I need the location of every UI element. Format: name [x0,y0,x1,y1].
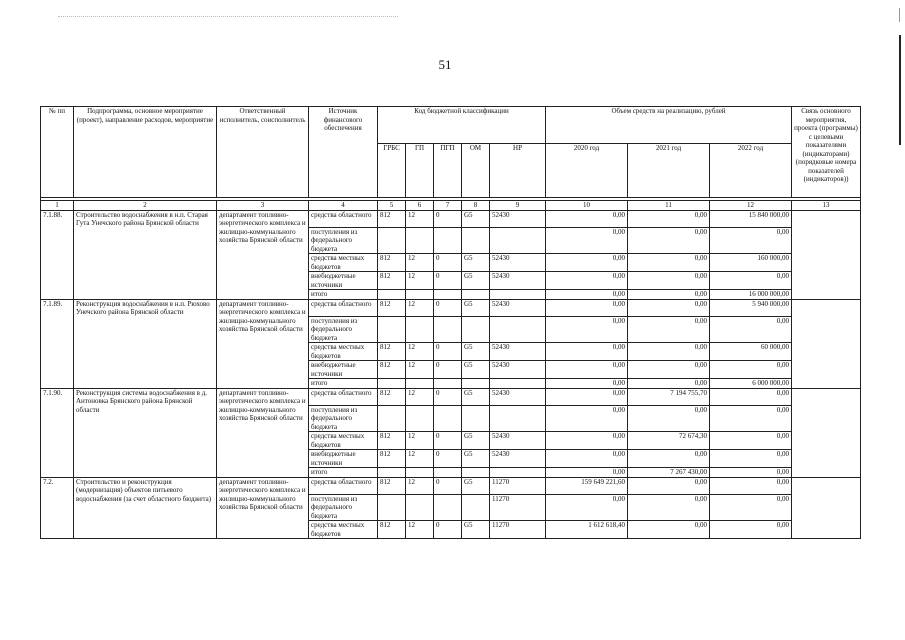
gp-cell: 12 [406,210,434,227]
source-cell: поступления из федерального бюджета [309,405,378,432]
amount-2020-cell: 0,00 [546,299,628,316]
source-cell: внебюджетные источники [309,272,378,290]
nr-cell: 11270 [490,494,546,521]
amount-2022-cell: 5 940 000,00 [710,299,792,316]
om-cell: G5 [462,477,490,494]
source-cell: средства областного [309,210,378,227]
header-om: ОМ [462,144,490,198]
amount-2020-cell: 159 649 221,60 [546,477,628,494]
table-row [41,210,861,227]
amount-2020-cell: 0,00 [546,210,628,227]
source-cell: поступления из федерального бюджета [309,316,378,343]
source-cell: средства местных бюджетов [309,254,378,272]
nr-cell: 52430 [490,272,546,290]
om-cell [462,405,490,432]
amount-2022-cell: 15 840 000,00 [710,210,792,227]
header-volume: Объем средств на реализацию, рублей [546,107,792,144]
amount-2022-cell: 0,00 [710,494,792,521]
table-row [41,388,861,405]
column-number: 5 [378,201,406,211]
column-number: 13 [792,201,861,211]
om-cell [462,316,490,343]
source-cell: поступления из федерального бюджета [309,494,378,521]
header-budget-code: Код бюджетной классификации [378,107,546,144]
gp-cell [406,468,434,478]
om-cell [462,379,490,389]
amount-2020-cell: 0,00 [546,343,628,361]
amount-2021-cell: 0,00 [628,379,710,389]
source-cell: итого [309,379,378,389]
gp-cell: 12 [406,272,434,290]
nr-cell: 52430 [490,343,546,361]
amount-2021-cell: 0,00 [628,299,710,316]
grbs-cell: 812 [378,210,406,227]
item-responsible: департамент топливно-энергетического комплекса и жилищно-коммунального хозяйства Брянской области [217,388,309,477]
om-cell [462,290,490,300]
page-number: 51 [438,57,452,72]
amount-2021-cell: 0,00 [628,272,710,290]
amount-2021-cell: 7 267 430,00 [628,468,710,478]
pgp-cell [434,290,462,300]
om-cell: G5 [462,299,490,316]
amount-2020-cell: 0,00 [546,450,628,468]
om-cell: G5 [462,210,490,227]
gp-cell [406,379,434,389]
amount-2022-cell: 0,00 [710,272,792,290]
nr-cell: 52430 [490,450,546,468]
source-cell: внебюджетные источники [309,450,378,468]
source-cell: внебюджетные источники [309,361,378,379]
header-responsible: Ответственный исполнитель, соисполнитель [217,107,309,198]
table-row [41,477,861,494]
gp-cell: 12 [406,432,434,450]
grbs-cell: 812 [378,477,406,494]
amount-2021-cell: 0,00 [628,316,710,343]
gp-cell [406,405,434,432]
column-number-row [41,201,861,211]
gp-cell: 12 [406,343,434,361]
source-cell: средства областного [309,477,378,494]
nr-cell [490,316,546,343]
table-header [41,107,861,211]
header-source: Источник финансового обеспечения [309,107,378,198]
nr-cell [490,379,546,389]
scan-artifact-top [58,16,398,17]
amount-2022-cell: 0,00 [710,468,792,478]
source-cell: средства областного [309,299,378,316]
pgp-cell: 0 [434,299,462,316]
source-cell: итого [309,290,378,300]
gp-cell: 12 [406,361,434,379]
header-gp: ГП [406,144,434,198]
item-name: Строительство и реконструкция (модернизация) объектов питьевого водоснабжения (за счет областного бюджета) [74,477,217,539]
amount-2020-cell: 0,00 [546,227,628,254]
pgp-cell [434,405,462,432]
amount-2020-cell: 0,00 [546,272,628,290]
pgp-cell [434,379,462,389]
column-number: 1 [41,201,74,211]
grbs-cell [378,468,406,478]
nr-cell [490,405,546,432]
grbs-cell [378,379,406,389]
pgp-cell [434,227,462,254]
grbs-cell [378,405,406,432]
amount-2020-cell: 0,00 [546,432,628,450]
amount-2020-cell: 0,00 [546,388,628,405]
om-cell: G5 [462,450,490,468]
amount-2020-cell: 0,00 [546,254,628,272]
amount-2020-cell: 1 612 618,40 [546,521,628,539]
column-number: 4 [309,201,378,211]
header-no: № пп [41,107,74,198]
grbs-cell [378,290,406,300]
om-cell [462,227,490,254]
item-name: Строительство водоснабжения в н.п. Старая Гута Унечского района Брянской области [74,210,217,299]
om-cell: G5 [462,272,490,290]
grbs-cell [378,316,406,343]
item-number: 7.1.90. [41,388,74,477]
om-cell [462,494,490,521]
amount-2021-cell: 0,00 [628,450,710,468]
item-number: 7.1.89. [41,299,74,388]
om-cell: G5 [462,343,490,361]
link-cell [792,477,861,539]
om-cell: G5 [462,388,490,405]
pgp-cell: 0 [434,361,462,379]
amount-2022-cell: 0,00 [710,227,792,254]
gp-cell [406,316,434,343]
amount-2021-cell: 0,00 [628,254,710,272]
table-row [41,299,861,316]
nr-cell: 52430 [490,299,546,316]
amount-2022-cell: 0,00 [710,388,792,405]
nr-cell: 11270 [490,521,546,539]
pgp-cell: 0 [434,272,462,290]
amount-2021-cell: 0,00 [628,290,710,300]
amount-2020-cell: 0,00 [546,379,628,389]
amount-2022-cell: 160 000,00 [710,254,792,272]
grbs-cell: 812 [378,521,406,539]
grbs-cell: 812 [378,432,406,450]
table-body [41,210,861,539]
header-pgp: ПГП [434,144,462,198]
amount-2020-cell: 0,00 [546,468,628,478]
column-number: 9 [490,201,546,211]
amount-2021-cell: 0,00 [628,361,710,379]
header-2022: 2022 год [710,144,792,198]
column-number: 7 [434,201,462,211]
amount-2020-cell: 0,00 [546,405,628,432]
scan-artifact-tick [899,8,900,22]
gp-cell: 12 [406,299,434,316]
amount-2020-cell: 0,00 [546,361,628,379]
header-link: Связь основного мероприятия, проекта (программы) с целевыми показателями (индикаторами) (порядковые номера показателей (индикаторов)) [792,107,861,198]
om-cell [462,468,490,478]
amount-2022-cell: 16 000 000,00 [710,290,792,300]
pgp-cell: 0 [434,432,462,450]
header-grbs: ГРБС [378,144,406,198]
nr-cell [490,468,546,478]
pgp-cell: 0 [434,450,462,468]
source-cell: поступления из федерального бюджета [309,227,378,254]
amount-2022-cell: 0,00 [710,521,792,539]
source-cell: итого [309,468,378,478]
pgp-cell: 0 [434,254,462,272]
amount-2022-cell: 0,00 [710,450,792,468]
amount-2021-cell: 0,00 [628,210,710,227]
amount-2021-cell: 72 674,30 [628,432,710,450]
gp-cell: 12 [406,521,434,539]
amount-2021-cell: 0,00 [628,494,710,521]
amount-2022-cell: 6 000 000,00 [710,379,792,389]
pgp-cell [434,494,462,521]
grbs-cell: 812 [378,254,406,272]
link-cell [792,388,861,477]
nr-cell: 52430 [490,210,546,227]
amount-2022-cell: 0,00 [710,477,792,494]
item-name: Реконструкция водоснабжения в н.п. Рюхово Унечского района Брянской области [74,299,217,388]
amount-2021-cell: 0,00 [628,405,710,432]
amount-2021-cell: 0,00 [628,343,710,361]
item-number: 7.2. [41,477,74,539]
item-number: 7.1.88. [41,210,74,299]
gp-cell [406,227,434,254]
header-2020: 2020 год [546,144,628,198]
om-cell: G5 [462,432,490,450]
header-nr: НР [490,144,546,198]
header-2021: 2021 год [628,144,710,198]
source-cell: средства местных бюджетов [309,432,378,450]
amount-2021-cell: 0,00 [628,227,710,254]
pgp-cell: 0 [434,388,462,405]
om-cell: G5 [462,521,490,539]
amount-2021-cell: 7 194 755,70 [628,388,710,405]
nr-cell: 11270 [490,477,546,494]
grbs-cell: 812 [378,272,406,290]
amount-2020-cell: 0,00 [546,316,628,343]
amount-2022-cell: 0,00 [710,361,792,379]
column-number: 10 [546,201,628,211]
source-cell: средства местных бюджетов [309,521,378,539]
pgp-cell [434,468,462,478]
amount-2022-cell: 0,00 [710,316,792,343]
column-number: 11 [628,201,710,211]
amount-2021-cell: 0,00 [628,521,710,539]
pgp-cell: 0 [434,343,462,361]
column-number: 12 [710,201,792,211]
grbs-cell: 812 [378,361,406,379]
grbs-cell: 812 [378,450,406,468]
amount-2022-cell: 0,00 [710,405,792,432]
column-number: 8 [462,201,490,211]
source-cell: средства областного [309,388,378,405]
pgp-cell: 0 [434,210,462,227]
scan-artifact-right [899,35,901,145]
item-responsible: департамент топливно-энергетического комплекса и жилищно-коммунального хозяйства Брянской области [217,477,309,539]
pgp-cell: 0 [434,477,462,494]
gp-cell: 12 [406,450,434,468]
source-cell: средства местных бюджетов [309,343,378,361]
item-name: Реконструкция системы водоснабжения в д. Антоновка Брянского района Брянской области [74,388,217,477]
amount-2022-cell: 60 000,00 [710,343,792,361]
gp-cell: 12 [406,388,434,405]
gp-cell: 12 [406,254,434,272]
nr-cell: 52430 [490,254,546,272]
grbs-cell: 812 [378,388,406,405]
grbs-cell [378,494,406,521]
gp-cell: 12 [406,477,434,494]
amount-2021-cell: 0,00 [628,477,710,494]
column-number: 6 [406,201,434,211]
header-subprogram: Подпрограмма, основное мероприятие (проект), направление расходов, мероприятие [74,107,217,198]
gp-cell [406,494,434,521]
pgp-cell: 0 [434,521,462,539]
link-cell [792,210,861,299]
grbs-cell: 812 [378,299,406,316]
item-responsible: департамент топливно-энергетического комплекса и жилищно-коммунального хозяйства Брянской области [217,210,309,299]
link-cell [792,299,861,388]
nr-cell: 52430 [490,361,546,379]
nr-cell: 52430 [490,388,546,405]
nr-cell [490,227,546,254]
amount-2020-cell: 0,00 [546,494,628,521]
om-cell: G5 [462,254,490,272]
item-responsible: департамент топливно-энергетического комплекса и жилищно-коммунального хозяйства Брянской области [217,299,309,388]
pgp-cell [434,316,462,343]
budget-table [40,106,861,539]
column-number: 2 [74,201,217,211]
grbs-cell [378,227,406,254]
nr-cell [490,290,546,300]
grbs-cell: 812 [378,343,406,361]
nr-cell: 52430 [490,432,546,450]
column-number: 3 [217,201,309,211]
om-cell: G5 [462,361,490,379]
amount-2022-cell: 0,00 [710,432,792,450]
amount-2020-cell: 0,00 [546,290,628,300]
gp-cell [406,290,434,300]
